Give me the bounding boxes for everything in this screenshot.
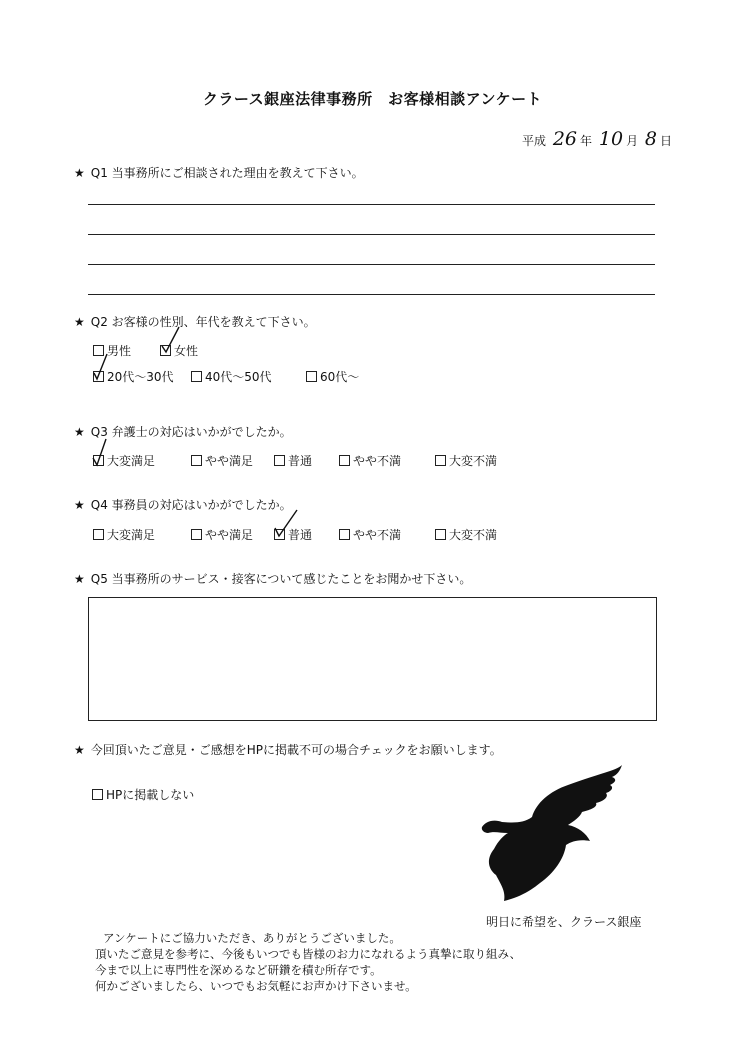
slogan: 明日に希望を、クラース銀座 xyxy=(486,915,642,929)
footer-line-3: 今まで以上に専門性を深めるなど研鑽を積む所存です。 xyxy=(95,963,382,977)
check-mark-icon xyxy=(273,508,303,538)
hp-no-publish-label: HPに掲載しない xyxy=(106,788,195,802)
question-4 xyxy=(74,496,292,513)
q3-option-label: 大変満足 xyxy=(107,454,156,468)
q4-option-somewhat-dissatisfied[interactable] xyxy=(339,526,401,543)
q3-option-somewhat-dissatisfied[interactable] xyxy=(339,452,401,469)
date-day[interactable]: 8 xyxy=(644,128,657,150)
checkbox-icon[interactable] xyxy=(435,455,446,466)
answer-line-3[interactable] xyxy=(88,264,655,265)
footer-line-4: 何かございましたら、いつでもお気軽にお声かけ下さいませ。 xyxy=(95,979,417,993)
checkbox-icon[interactable] xyxy=(191,529,202,540)
q4-option-very-satisfied[interactable] xyxy=(93,526,155,543)
age-option-60[interactable] xyxy=(306,368,359,385)
question-5-text: Q5 当事務所のサービス・接客について感じたことをお聞かせ下さい。 xyxy=(90,572,472,586)
answer-line-1[interactable] xyxy=(88,204,655,205)
hp-notice-text: 今回頂いたご意見・ご感想をHPに掲載不可の場合チェックをお願いします。 xyxy=(90,743,502,757)
gender-option-label: 男性 xyxy=(107,344,132,358)
checkbox-icon[interactable] xyxy=(93,529,104,540)
q3-option-label: やや不満 xyxy=(353,454,402,468)
question-1 xyxy=(74,164,364,181)
q3-option-label: 大変不満 xyxy=(449,454,498,468)
checkbox-icon[interactable] xyxy=(92,789,103,800)
q3-option-neutral[interactable] xyxy=(274,452,312,469)
age-option-label: 40代～50代 xyxy=(205,370,272,384)
question-4-text: Q4 事務員の対応はいかがでしたか。 xyxy=(90,498,292,512)
q4-option-label: 大変不満 xyxy=(449,528,498,542)
q3-option-somewhat-satisfied[interactable] xyxy=(191,452,253,469)
q4-option-label: やや不満 xyxy=(353,528,402,542)
question-1-text: Q1 当事務所にご相談された理由を教えて下さい。 xyxy=(90,166,364,180)
age-option-label: 60代～ xyxy=(320,370,360,384)
date-year-unit: 年 xyxy=(580,134,593,148)
date-era: 平成 xyxy=(522,134,547,148)
q3-option-label: 普通 xyxy=(288,454,313,468)
check-mark-icon xyxy=(91,437,121,467)
q3-option-label: やや満足 xyxy=(205,454,254,468)
hp-notice xyxy=(74,741,502,758)
check-mark-icon xyxy=(92,352,122,382)
comment-box[interactable] xyxy=(88,597,657,721)
question-3-text: Q3 弁護士の対応はいかがでしたか。 xyxy=(90,425,292,439)
footer-line-2: 頂いたご意見を参考に、今後もいつでも皆様のお力になれるよう真摯に取り組み、 xyxy=(95,947,522,961)
checkbox-icon[interactable] xyxy=(339,455,350,466)
footer-line-1: アンケートにご協力いただき、ありがとうございました。 xyxy=(103,931,401,945)
answer-line-4[interactable] xyxy=(88,294,655,295)
checkbox-icon[interactable] xyxy=(191,371,202,382)
checkbox-icon[interactable] xyxy=(274,455,285,466)
age-option-40-50[interactable] xyxy=(191,368,272,385)
q4-option-very-dissatisfied[interactable] xyxy=(435,526,497,543)
checkbox-icon[interactable] xyxy=(191,455,202,466)
star-icon: ★ xyxy=(74,166,85,180)
checkbox-icon[interactable] xyxy=(435,529,446,540)
star-icon: ★ xyxy=(74,743,85,757)
check-mark-icon xyxy=(160,325,190,355)
date-month[interactable]: 10 xyxy=(598,128,624,150)
answer-line-2[interactable] xyxy=(88,234,655,235)
star-icon: ★ xyxy=(74,425,85,439)
question-5 xyxy=(74,570,471,587)
checkbox-icon[interactable] xyxy=(339,529,350,540)
star-icon: ★ xyxy=(74,572,85,586)
date-year[interactable]: 26 xyxy=(552,128,578,150)
q4-option-somewhat-satisfied[interactable] xyxy=(191,526,253,543)
q4-option-label: 大変満足 xyxy=(107,528,156,542)
page-title: クラース銀座法律事務所 お客様相談アンケート xyxy=(202,90,543,108)
star-icon: ★ xyxy=(74,498,85,512)
date-day-unit: 日 xyxy=(660,134,673,148)
star-icon: ★ xyxy=(74,315,85,329)
gender-option-label: 女性 xyxy=(174,344,199,358)
bird-logo-icon xyxy=(470,765,640,905)
q4-option-label: やや満足 xyxy=(205,528,254,542)
q4-option-label: 普通 xyxy=(288,528,313,542)
date-month-unit: 月 xyxy=(626,134,639,148)
q3-option-very-dissatisfied[interactable] xyxy=(435,452,497,469)
question-2-text: Q2 お客様の性別、年代を教えて下さい。 xyxy=(90,315,316,329)
age-option-label: 20代～30代 xyxy=(107,370,174,384)
hp-no-publish-option[interactable] xyxy=(92,786,194,803)
survey-date xyxy=(522,128,672,150)
question-2 xyxy=(74,313,316,330)
checkbox-icon[interactable] xyxy=(306,371,317,382)
